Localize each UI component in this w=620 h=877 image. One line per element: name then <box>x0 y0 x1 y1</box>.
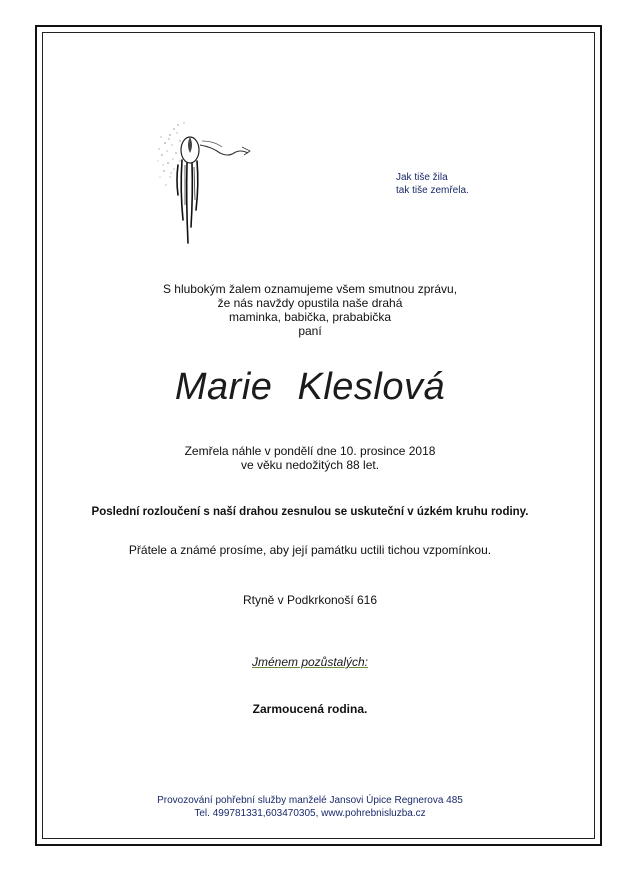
death-details <box>0 444 620 472</box>
death-line-2: ve věku nedožitých 88 let. <box>240 458 380 472</box>
intro-line-3: maminka, babička, prababička <box>228 310 392 324</box>
friends-request: Přátele a známé prosíme, aby její památku uctili tichou vzpomínkou. <box>128 543 492 557</box>
death-line-1: Zemřela náhle v pondělí dne 10. prosince 2018 <box>184 444 436 458</box>
farewell-notice: Poslední rozloučení s naší drahou zesnulou se uskuteční v úzkém kruhu rodiny. <box>91 506 529 518</box>
intro-line-2: že nás navždy opustila naše drahá <box>217 296 403 310</box>
family-signature: Zarmoucená rodina. <box>252 702 368 716</box>
on-behalf-text: Jménem pozůstalých: <box>251 655 369 669</box>
footer-line-2: Tel. 499781331,603470305, www.pohrebnisluzba.cz <box>194 808 426 819</box>
inner-frame <box>42 32 595 839</box>
deceased-name: Marie Kleslová <box>174 366 446 408</box>
footer <box>0 794 620 820</box>
announcement-intro <box>0 282 620 338</box>
weeping-candle-ornament-icon <box>150 115 260 255</box>
motto <box>396 171 469 197</box>
motto-line-1: Jak tiše žila <box>396 172 448 183</box>
address: Rtyně v Podkrkonoší 616 <box>242 593 378 607</box>
motto-line-2: tak tiše zemřela. <box>396 185 469 196</box>
footer-line-1: Provozování pohřební služby manželé Jansovi Úpice Regnerova 485 <box>157 795 463 806</box>
intro-line-1: S hlubokým žalem oznamujeme všem smutnou zprávu, <box>162 282 458 296</box>
intro-line-4: paní <box>298 324 322 338</box>
on-behalf-label <box>0 655 620 669</box>
